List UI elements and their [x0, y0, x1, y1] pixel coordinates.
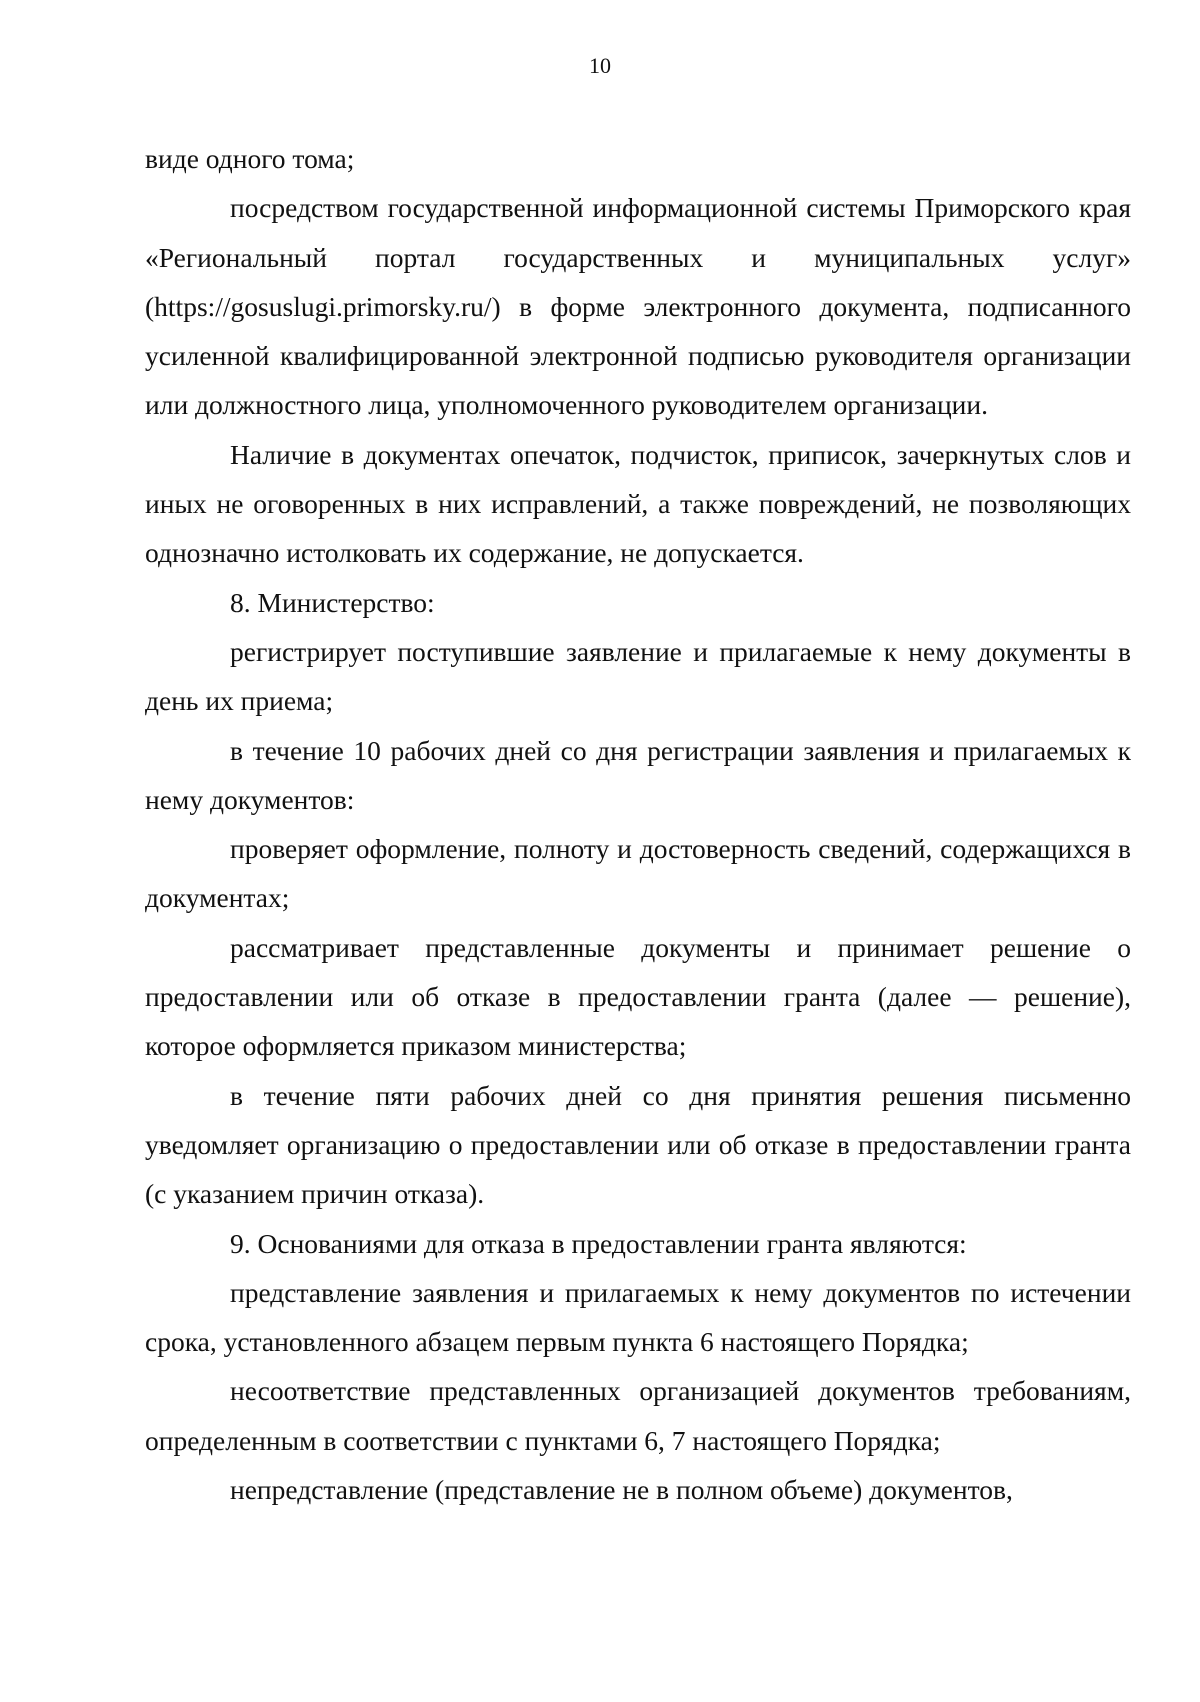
paragraph-electronic-submission: посредством государственной информационной системы Приморского края «Региональный портал государственных и муниципальных услуг» (https://gosuslugi.primorsky.ru/) в форме электронного документа, подписанного усиленной квалифицированной электронной подписью руководителя организации или должностного лица, уполномоченного руководителем организации.: [145, 192, 1131, 421]
paragraph-ten-working-days: в течение 10 рабочих дней со дня регистрации заявления и прилагаемых к нему документов:: [145, 734, 1131, 815]
document-body: [145, 134, 1131, 1514]
paragraph-item-9-heading: 9. Основаниями для отказа в предоставлении гранта являются:: [230, 1227, 967, 1259]
paragraph-verification: проверяет оформление, полноту и достоверность сведений, содержащихся в документах;: [145, 833, 1131, 914]
paragraph-nonconformity: несоответствие представленных организацией документов требованиям, определенным в соответствии с пунктами 6, 7 настоящего Порядка;: [145, 1375, 1131, 1456]
paragraph-item-8-heading: 8. Министерство:: [230, 586, 435, 618]
paragraph-continuation-volume: виде одного тома;: [145, 143, 355, 174]
paragraph-incomplete-documents: непредставление (представление не в полном объеме) документов,: [230, 1474, 1013, 1506]
paragraph-no-corrections: Наличие в документах опечаток, подчисток, приписок, зачеркнутых слов и иных не оговоренных в них исправлений, а также повреждений, не позволяющих однозначно истолковать их содержание, не допускается.: [145, 438, 1131, 569]
paragraph-decision: рассматривает представленные документы и принимает решение о предоставлении или об отказе в предоставлении гранта (далее — решение), которое оформляется приказом министерства;: [145, 931, 1131, 1062]
paragraph-notification: в течение пяти рабочих дней со дня принятия решения письменно уведомляет организацию о предоставлении или об отказе в предоставлении гранта (с указанием причин отказа).: [145, 1079, 1131, 1210]
paragraph-registration: регистрирует поступившие заявление и прилагаемые к нему документы в день их приема;: [145, 635, 1131, 717]
page-number: 10: [589, 53, 611, 78]
paragraph-late-submission: представление заявления и прилагаемых к нему документов по истечении срока, установленного абзацем первым пункта 6 настоящего Порядка;: [145, 1276, 1131, 1358]
